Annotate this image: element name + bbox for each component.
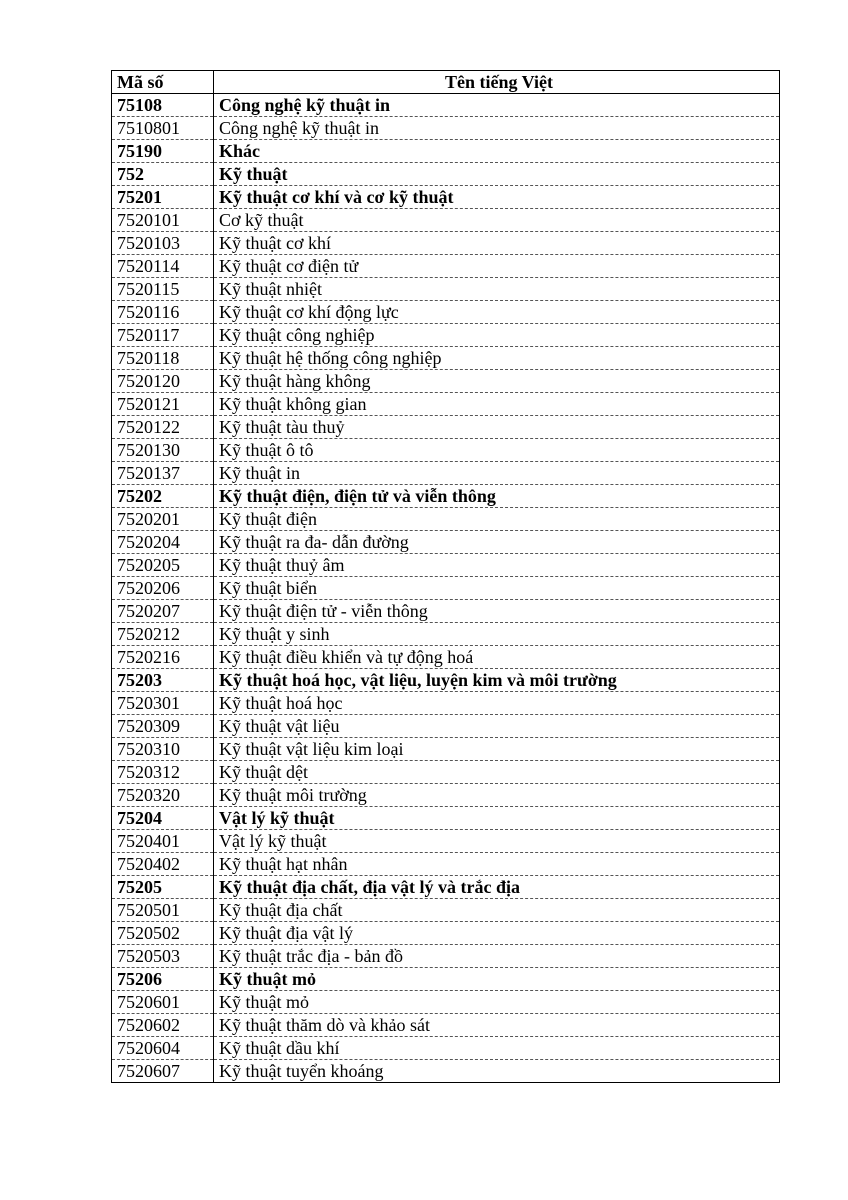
row-name: Kỹ thuật mỏ bbox=[214, 991, 780, 1014]
row-name: Kỹ thuật hạt nhân bbox=[214, 853, 780, 876]
table-row bbox=[112, 439, 780, 462]
row-code: 7520312 bbox=[112, 761, 214, 784]
row-name: Công nghệ kỹ thuật in bbox=[214, 94, 780, 117]
row-code: 7520602 bbox=[112, 1014, 214, 1037]
row-code: 7520402 bbox=[112, 853, 214, 876]
table-group-row bbox=[112, 669, 780, 692]
table-row bbox=[112, 508, 780, 531]
row-name: Kỹ thuật cơ khí bbox=[214, 232, 780, 255]
table-row bbox=[112, 393, 780, 416]
row-name: Kỹ thuật hoá học, vật liệu, luyện kim và môi trường bbox=[214, 669, 780, 692]
row-code: 7520212 bbox=[112, 623, 214, 646]
row-name: Kỹ thuật y sinh bbox=[214, 623, 780, 646]
row-name: Kỹ thuật in bbox=[214, 462, 780, 485]
row-code: 7520301 bbox=[112, 692, 214, 715]
table-header-row bbox=[112, 71, 780, 94]
table-row bbox=[112, 945, 780, 968]
row-name: Kỹ thuật biển bbox=[214, 577, 780, 600]
row-name: Kỹ thuật ô tô bbox=[214, 439, 780, 462]
row-name: Kỹ thuật môi trường bbox=[214, 784, 780, 807]
table-group-row bbox=[112, 807, 780, 830]
row-code: 7520604 bbox=[112, 1037, 214, 1060]
table-row bbox=[112, 646, 780, 669]
row-code: 752 bbox=[112, 163, 214, 186]
row-code: 7520115 bbox=[112, 278, 214, 301]
row-name: Kỹ thuật địa chất bbox=[214, 899, 780, 922]
row-name: Kỹ thuật không gian bbox=[214, 393, 780, 416]
row-code: 7520117 bbox=[112, 324, 214, 347]
row-code: 7520206 bbox=[112, 577, 214, 600]
row-name: Kỹ thuật dệt bbox=[214, 761, 780, 784]
table-row bbox=[112, 370, 780, 393]
row-name: Kỹ thuật trắc địa - bản đồ bbox=[214, 945, 780, 968]
row-name: Kỹ thuật địa vật lý bbox=[214, 922, 780, 945]
table-row bbox=[112, 991, 780, 1014]
row-name: Kỹ thuật dầu khí bbox=[214, 1037, 780, 1060]
table-group-row bbox=[112, 485, 780, 508]
table-group-row bbox=[112, 186, 780, 209]
table-row bbox=[112, 117, 780, 140]
row-code: 7520137 bbox=[112, 462, 214, 485]
table-row bbox=[112, 232, 780, 255]
row-code: 75108 bbox=[112, 94, 214, 117]
row-name: Vật lý kỹ thuật bbox=[214, 830, 780, 853]
row-name: Kỹ thuật tuyển khoáng bbox=[214, 1060, 780, 1083]
row-code: 7520601 bbox=[112, 991, 214, 1014]
row-name: Kỹ thuật địa chất, địa vật lý và trắc địa bbox=[214, 876, 780, 899]
row-name: Kỹ thuật ra đa- dẫn đường bbox=[214, 531, 780, 554]
row-code: 75206 bbox=[112, 968, 214, 991]
name-column-header: Tên tiếng Việt bbox=[214, 71, 780, 94]
row-code: 7520205 bbox=[112, 554, 214, 577]
table-row bbox=[112, 278, 780, 301]
row-name: Kỹ thuật thuỷ âm bbox=[214, 554, 780, 577]
table-group-row bbox=[112, 163, 780, 186]
row-name: Kỹ thuật công nghiệp bbox=[214, 324, 780, 347]
row-name: Kỹ thuật tàu thuỷ bbox=[214, 416, 780, 439]
row-name: Khác bbox=[214, 140, 780, 163]
table-row bbox=[112, 623, 780, 646]
row-name: Kỹ thuật vật liệu bbox=[214, 715, 780, 738]
row-name: Kỹ thuật mỏ bbox=[214, 968, 780, 991]
row-name: Kỹ thuật hệ thống công nghiệp bbox=[214, 347, 780, 370]
table-row bbox=[112, 853, 780, 876]
row-name: Kỹ thuật điện bbox=[214, 508, 780, 531]
row-name: Công nghệ kỹ thuật in bbox=[214, 117, 780, 140]
table-row bbox=[112, 784, 780, 807]
row-name: Kỹ thuật hàng không bbox=[214, 370, 780, 393]
table-row bbox=[112, 922, 780, 945]
row-name: Kỹ thuật vật liệu kim loại bbox=[214, 738, 780, 761]
table-row bbox=[112, 255, 780, 278]
table-row bbox=[112, 1037, 780, 1060]
row-code: 7520122 bbox=[112, 416, 214, 439]
table-row bbox=[112, 347, 780, 370]
row-name: Kỹ thuật hoá học bbox=[214, 692, 780, 715]
table-row bbox=[112, 600, 780, 623]
row-code: 7520607 bbox=[112, 1060, 214, 1083]
row-name: Kỹ thuật thăm dò và khảo sát bbox=[214, 1014, 780, 1037]
row-code: 7520503 bbox=[112, 945, 214, 968]
row-code: 7520216 bbox=[112, 646, 214, 669]
row-code: 7520103 bbox=[112, 232, 214, 255]
code-column-header: Mã số bbox=[112, 71, 214, 94]
row-code: 7520320 bbox=[112, 784, 214, 807]
table-row bbox=[112, 577, 780, 600]
row-code: 7520116 bbox=[112, 301, 214, 324]
row-code: 75190 bbox=[112, 140, 214, 163]
table-row bbox=[112, 830, 780, 853]
row-code: 7520207 bbox=[112, 600, 214, 623]
table-group-row bbox=[112, 140, 780, 163]
row-code: 75203 bbox=[112, 669, 214, 692]
row-name: Kỹ thuật cơ điện tử bbox=[214, 255, 780, 278]
row-code: 7520310 bbox=[112, 738, 214, 761]
row-code: 75204 bbox=[112, 807, 214, 830]
row-code: 7520120 bbox=[112, 370, 214, 393]
row-code: 75205 bbox=[112, 876, 214, 899]
row-name: Kỹ thuật nhiệt bbox=[214, 278, 780, 301]
row-name: Cơ kỹ thuật bbox=[214, 209, 780, 232]
row-name: Kỹ thuật điện, điện tử và viễn thông bbox=[214, 485, 780, 508]
table-row bbox=[112, 209, 780, 232]
row-code: 75202 bbox=[112, 485, 214, 508]
table-group-row bbox=[112, 968, 780, 991]
row-code: 7520401 bbox=[112, 830, 214, 853]
row-code: 7520118 bbox=[112, 347, 214, 370]
table-row bbox=[112, 1060, 780, 1083]
row-name: Kỹ thuật điện tử - viễn thông bbox=[214, 600, 780, 623]
table-row bbox=[112, 301, 780, 324]
row-code: 7520201 bbox=[112, 508, 214, 531]
program-code-table bbox=[111, 70, 780, 1083]
table-row bbox=[112, 715, 780, 738]
row-code: 7520114 bbox=[112, 255, 214, 278]
row-code: 7520130 bbox=[112, 439, 214, 462]
table-body bbox=[112, 94, 780, 1083]
row-code: 7520502 bbox=[112, 922, 214, 945]
table-group-row bbox=[112, 876, 780, 899]
row-code: 7520121 bbox=[112, 393, 214, 416]
table-row bbox=[112, 899, 780, 922]
row-name: Kỹ thuật bbox=[214, 163, 780, 186]
table-row bbox=[112, 462, 780, 485]
row-code: 7520204 bbox=[112, 531, 214, 554]
table-row bbox=[112, 416, 780, 439]
row-name: Kỹ thuật cơ khí và cơ kỹ thuật bbox=[214, 186, 780, 209]
table-row bbox=[112, 761, 780, 784]
table-row bbox=[112, 1014, 780, 1037]
row-name: Kỹ thuật cơ khí động lực bbox=[214, 301, 780, 324]
table-row bbox=[112, 692, 780, 715]
row-name: Vật lý kỹ thuật bbox=[214, 807, 780, 830]
row-code: 7510801 bbox=[112, 117, 214, 140]
table-group-row bbox=[112, 94, 780, 117]
row-code: 75201 bbox=[112, 186, 214, 209]
row-code: 7520501 bbox=[112, 899, 214, 922]
row-name: Kỹ thuật điều khiển và tự động hoá bbox=[214, 646, 780, 669]
table-row bbox=[112, 554, 780, 577]
table-row bbox=[112, 738, 780, 761]
row-code: 7520101 bbox=[112, 209, 214, 232]
row-code: 7520309 bbox=[112, 715, 214, 738]
table-row bbox=[112, 324, 780, 347]
table-row bbox=[112, 531, 780, 554]
